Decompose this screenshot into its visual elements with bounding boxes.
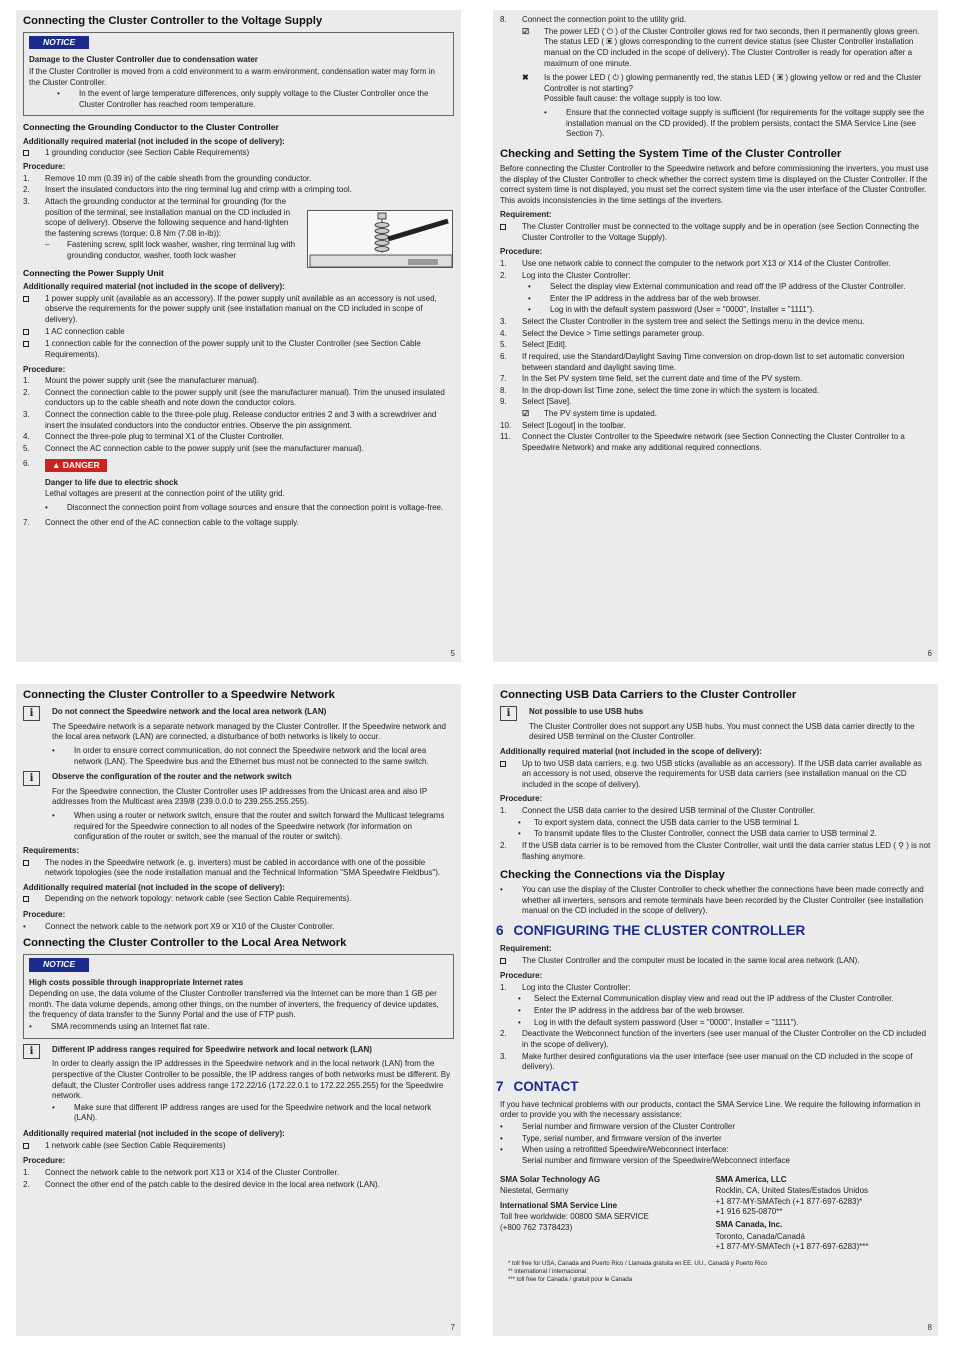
disp-bullet: You can use the display of the Cluster Controller to check whether the connections have been made correctly and whether all inverters, sensors and remote terminals have been recorded by the Cluster Controller (see installation manual on the CD included in the scope of delivery). bbox=[522, 885, 924, 916]
ok-text: The power LED ( ⏻ ) of the Cluster Controller glows red for two seconds, then it permanently glows green. The status LED ( ▣ ) glows corresponding to the current device status (see Cluster Controller installation manual on the CD included in the scope of delivery). The Cluster Controller is ready for operation after a maximum of one minute. bbox=[544, 26, 920, 68]
step: Make further desired configurations via the user interface (see user manual on the CD included in the scope of delivery). bbox=[522, 1051, 913, 1072]
step: Connect the connection cable to the power supply unit (see the manufacturer manual). Trim the unused insulated conductors up to the cable sheath and note down the conductor colors. bbox=[45, 387, 445, 408]
info-bullet: When using a router or network switch, ensure that the router and switch forward the Multicast telegrams required for the Speedwire connection to all nodes of the Speedwire network (for information on configuration of the router or switch, see the manual of the router or switch). bbox=[74, 811, 445, 842]
page-number: 5 bbox=[450, 649, 455, 659]
power-title: Connecting the Power Supply Unit bbox=[23, 267, 164, 278]
notice-title: High costs possible through inappropriate Internet rates bbox=[29, 977, 244, 987]
danger-title: Danger to life due to electric shock bbox=[45, 477, 178, 487]
info-title: Different IP address ranges required for Speedwire network and local network (LAN) bbox=[52, 1044, 372, 1054]
step: Connect the connection cable to the three-pole plug. Release conductor entries 2 and 3 with a screwdriver and insert the insulated conductors into the conductor entries. Observe the pin assignment. bbox=[45, 410, 437, 430]
proc-label: Procedure: bbox=[23, 162, 66, 172]
notice-label: NOTICE bbox=[29, 958, 89, 971]
time-intro: Before connecting the Cluster Controller to the Speedwire network and before commissioning the inverters, you must use the display of the Cluster Controller to check whether the correct system time is displayed on the Cluster Controller. If the correct system time is not displayed, you must set the correct system time via the user interface of the Cluster Controller. This avoids inconsistencies in the time settings of the inverters. bbox=[500, 163, 929, 205]
proc-label: Procedure: bbox=[500, 794, 543, 804]
sub-step: Enter the IP address in the address bar of the web browser. bbox=[534, 1006, 745, 1016]
notice-title: Damage to the Cluster Controller due to condensation water bbox=[29, 55, 258, 65]
notice-box bbox=[23, 32, 454, 116]
page-7: Connecting the Cluster Controller to a Speedwire Network i Do not connect the Speedwire network and the local area network (LAN) The Speedwire network is a separate network managed by the Cluster Controller. If the Speedwire network and the local area network (LAN) are connected, a disturbance of both networks is likely to occur. • In order to ensure correct communication, do not connect the Speedwire network and the local area network (LAN). The Speedwire bus and the Ethernet bus must not be connected to the same switch. i Observe the configuration of the router and the network switch For the Speedwire connection, the Cluster Controller uses IP addresses from the Unicast area and also IP addresses from the Multicast area 239/8 (239.0.0.0 to 239.255.255.255). • When using a router or network switch, ensure that the router and switch forward the Multicast telegrams required for the Speedwire connection to all nodes of the Speedwire network (for information on configuration of the router or switch, see the manual of the router or switch). Requirements: The nodes in the Speedwire network (e. g. inverters) must be cabled in accordance with one of the possible network topologies (see the node installation manual and the Technical Information "SMA Speedwire Fieldbus"). Additionally required material (not included in the scope of delivery): Depending on the network topology: network cable (see Section Cable Requirements). Procedure: • Connect the network cable to the network port X9 or X10 of the Cluster Controller. Connecting the Cluster Controller to the Local Area Network NOTICE High costs possible through inappropriate Internet rates Depending on use, the data volume of the Cluster Controller transferred via the Internet can be more than 1 GB per month. The data volume depends, among other things, on the number of inverters, the frequency of device updates, the frequency of data transfer to the Sunny Portal and the use of FTP push. • SMA recommends using an Internet flat rate. i Different IP address ranges required for Speedwire network and local network (LAN) In order to clearly assign the IP addresses in the Speedwire network and in the local network (LAN) from the perspective of the Cluster Controller to be possible, the IP address ranges of both networks must be different. By default, the Cluster Controller uses address range 172.22/16 (172.22.0.1 to 172.22.255.255) for the Speedwire network. • Make sure that different IP address ranges are used for the Speedwire network and the local network (LAN). Additionally required material (not included in the scope of delivery): 1 network cable (see Section Cable Requirements) Procedure: 1. Connect the network cable to the network port X13 or X14 of the Cluster Controller. 2. Connect the other end of the patch cable to the desired device in the local area network (LAN). 7 bbox=[16, 684, 461, 1336]
proc-label: Procedure: bbox=[500, 247, 543, 257]
step: In the Set PV system time field, set the current date and time of the PV system. bbox=[522, 374, 803, 384]
add-label: Additionally required material (not included in the scope of delivery): bbox=[23, 1129, 285, 1139]
notice-box: NOTICE High costs possible through inappropriate Internet rates Depending on use, the data volume of the Cluster Controller transferred via the Internet can be more than 1 GB per month. The data volume depends, among other things, on the number of inverters, the frequency of device updates, the frequency of data transfer to the Sunny Portal and the use of FTP push. • SMA recommends using an Internet flat rate. bbox=[23, 954, 454, 1038]
checkbox-icon bbox=[23, 150, 29, 156]
contact-item: Serial number and firmware version of the Cluster Controller bbox=[522, 1122, 735, 1132]
step: Mount the power supply unit (see the manufacturer manual). bbox=[45, 376, 259, 386]
req-label: Requirement: bbox=[500, 210, 552, 220]
step: Connect the other end of the patch cable to the desired device in the local area network (LAN). bbox=[45, 1179, 380, 1189]
step: Remove 10 mm (0.39 in) of the cable sheath from the grounding conductor. bbox=[45, 173, 312, 183]
step: Log into the Cluster Controller: bbox=[522, 982, 631, 992]
page-6: 8. Connect the connection point to the utility grid. ☑ The power LED ( ⏻ ) of the Cluster Controller glows red for two seconds, then it permanently glows green. The status LED ( ▣ ) glows corresponding to the current device status (see Cluster Controller installation manual on the CD included in the scope of delivery). The Cluster Controller is ready for operation after a maximum of one minute. ✖ Is the power LED ( ⏻ ) glowing permanently red, the status LED ( ▣ ) glowing yellow or red and the Cluster Controller is not starting? Possible fault cause: the voltage supply is too low. • Ensure that the connected voltage supply is sufficient (for requirements for the voltage supply see the installation manual on the CD provided). If the problem persists, contact the SMA Service Line (see Section 7). Checking and Setting the System Time of the Cluster Controller Before connecting the Cluster Controller to the Speedwire network and before commissioning the inverters, you must use the display of the Cluster Controller to check whether the correct system time is displayed on the Cluster Controller. If the correct system time is not displayed, you must set the correct system time via the user interface of the Cluster Controller. This avoids inconsistencies in the time settings of the inverters. Requirement: The Cluster Controller must be connected to the voltage supply and be in operation (see Section Connecting the Cluster Controller to the Voltage Supply). Procedure: 1. Use one network cable to connect the computer to the network port X13 or X14 of the Cluster Controller. 2. Log into the Cluster Controller: • Select the display view External communication and read off the IP address of the Cluster Controller. • Enter the IP address in the address bar of the web browser. • Log in with the default system password (User = "0000", Installer = "1111"). 3. Select the Cluster Controller in the system tree and select the Settings menu in the device menu. 4. Select the Device > Time settings parameter group. 5. Select [Edit]. 6. If required, use the Standard/Daylight Saving Time conversion on drop-down list to set automatic conversion between standard and daylight saving time. 7. In the Set PV system time field, set the current date and time of the PV system. 8. In the drop-down list Time zone, select the time zone in which the system is located. 9. Select [Save]. ☑ The PV system time is updated. 10. Select [Logout] in the toolbar. 11. Connect the Cluster Controller to the Speedwire network (see Section Connecting the Cluster Controller to a Speedwire Network) and make any additional required connections. 6 bbox=[493, 10, 938, 662]
check-icon: ☑ bbox=[522, 26, 530, 36]
grounding-figure bbox=[307, 210, 453, 268]
disp-title: Checking the Connections via the Display bbox=[500, 869, 725, 882]
step: Connect the connection point to the utility grid. bbox=[522, 15, 687, 24]
bullet-icon: • bbox=[57, 89, 60, 99]
grounding-illustration bbox=[308, 211, 454, 269]
info-text: The Speedwire network is a separate network managed by the Cluster Controller. If the Speedwire network and the local area network (LAN) are connected, a disturbance of both networks is likely to occur. bbox=[52, 721, 446, 742]
contact-left: SMA Solar Technology AG Niestetal, Germany International SMA Service Line Toll free worldwide: 00800 SMA SERVICE (+800 762 7378423) bbox=[500, 1174, 649, 1233]
step: If required, use the Standard/Daylight Saving Time conversion on drop-down list to set automatic conversion between standard and daylight saving time. bbox=[522, 351, 905, 372]
req-label: Additionally required material (not included in the scope of delivery): bbox=[23, 282, 285, 292]
step: Connect the network cable to the network port X9 or X10 of the Cluster Controller. bbox=[45, 921, 335, 931]
ok-text: The PV system time is updated. bbox=[544, 409, 657, 419]
step: Connect the network cable to the network port X13 or X14 of the Cluster Controller. bbox=[45, 1167, 339, 1177]
notice-text: If the Cluster Controller is moved from a cold environment to a warm environment, condensation water may form in the Cluster Controller. bbox=[29, 66, 435, 87]
notice-text: Depending on use, the data volume of the Cluster Controller transferred via the Internet can be more than 1 GB per month. The data volume depends, among other things, on the number of inverters, the frequency of device updates, the frequency of data transfer to the Sunny Portal and the use of FTP push. bbox=[29, 989, 439, 1020]
step: Use one network cable to connect the computer to the network port X13 or X14 of the Cluster Controller. bbox=[522, 258, 891, 268]
info-icon: i bbox=[23, 771, 40, 786]
info-icon: i bbox=[500, 706, 517, 721]
page-number: 7 bbox=[450, 1323, 455, 1333]
step: Select [Edit]. bbox=[522, 340, 567, 350]
contact-item: Type, serial number, and firmware version of the inverter bbox=[522, 1133, 722, 1143]
req-item: The Cluster Controller must be connected to the voltage supply and be in operation (see Section Connecting the Cluster Controller to the Voltage Supply). bbox=[522, 222, 920, 242]
info-title: Do not connect the Speedwire network and the local area network (LAN) bbox=[52, 707, 327, 717]
req-label: Requirements: bbox=[23, 845, 80, 855]
contact-intro: If you have technical problems with our products, contact the SMA Service Line. We require the following information in order to provide you with the necessary assistance: bbox=[500, 1099, 921, 1120]
req-item: The Cluster Controller and the computer must be located in the same local area network (LAN). bbox=[522, 955, 860, 965]
checkbox-icon bbox=[23, 1143, 29, 1149]
sub-step: Select the display view External communication and read off the IP address of the Cluster Controller. bbox=[550, 282, 906, 292]
info-icon: i bbox=[23, 706, 40, 721]
step: Select [Save]. bbox=[522, 397, 572, 407]
info-text: The Cluster Controller does not support any USB hubs. You must connect the USB data carrier directly to the desired USB terminal on the Cluster Controller. bbox=[529, 721, 915, 742]
err-bullet: Ensure that the connected voltage supply is sufficient (for requirements for the voltage supply see the installation manual on the CD provided). If the problem persists, contact the SMA Service Line (see Section 7). bbox=[566, 108, 925, 139]
usb-title: Connecting USB Data Carriers to the Cluster Controller bbox=[500, 689, 797, 701]
proc-label: Procedure: bbox=[23, 1156, 66, 1166]
add-label: Additionally required material (not included in the scope of delivery): bbox=[23, 882, 285, 892]
add-label: Additionally required material (not included in the scope of delivery): bbox=[500, 746, 762, 756]
step: Connect the AC connection cable to the power supply unit (see the manufacturer manual). bbox=[45, 443, 364, 453]
dash-item: Fastening screw, split lock washer, washer, ring terminal lug with grounding conductor, washer, tooth lock washer bbox=[67, 240, 296, 261]
proc-label: Procedure: bbox=[500, 971, 543, 981]
err-cause: Possible fault cause: the voltage supply is too low. bbox=[544, 94, 722, 104]
step: Connect the Cluster Controller to the Speedwire network (see Section Connecting the Cluster Controller to a Speedwire Network) and make any additional required connections. bbox=[522, 432, 905, 452]
req-item: 1 network cable (see Section Cable Requirements) bbox=[45, 1140, 226, 1150]
page-number: 8 bbox=[927, 1323, 932, 1333]
step: Select the Cluster Controller in the system tree and select the Settings menu in the device menu. bbox=[522, 317, 865, 327]
checkbox-icon bbox=[500, 761, 506, 767]
checkbox-icon bbox=[23, 896, 29, 902]
cross-icon: ✖ bbox=[522, 73, 529, 83]
sub-step: Log in with the default system password (User = "0000", Installer = "1111"). bbox=[550, 305, 815, 315]
proc-label: Procedure: bbox=[23, 910, 66, 920]
step: Connect the other end of the AC connection cable to the voltage supply. bbox=[45, 517, 299, 527]
ground-title: Connecting the Grounding Conductor to the Cluster Controller bbox=[23, 122, 279, 133]
info-title: Not possible to use USB hubs bbox=[529, 707, 644, 717]
sub-step: To export system data, connect the USB data carrier to the USB terminal 1. bbox=[534, 817, 800, 827]
req-label: Additionally required material (not included in the scope of delivery): bbox=[23, 136, 285, 146]
checkbox-icon bbox=[23, 296, 29, 302]
sub-step: Enter the IP address in the address bar of the web browser. bbox=[550, 293, 761, 303]
step: Attach the grounding conductor at the terminal for grounding (for the position of the terminal, see installation manual on the CD included in scope of delivery). Observe the following sequence and hand-tighten the fastening screws (torque: 0.8 Nm (7.08 in-lb)): bbox=[45, 196, 291, 238]
checkbox-icon bbox=[500, 958, 506, 964]
req-item: 1 power supply unit (available as an accessory). If the power supply unit available as an accessory is not used, observe the requirements for the power supply unit (see installation manual on the CD included in scope of delivery). bbox=[45, 293, 437, 325]
footnote: ** international / internacional bbox=[508, 1268, 587, 1275]
sub-step: Log in with the default system password (User = "0000", Installer = "1111"). bbox=[534, 1017, 799, 1027]
info-title: Observe the configuration of the router and the network switch bbox=[52, 772, 292, 782]
step: Select the Device > Time settings parameter group. bbox=[522, 328, 705, 338]
section-title: Connecting the Cluster Controller to a Speedwire Network bbox=[23, 689, 335, 701]
contact-sub: Serial number and firmware version of the Speedwire/Webconnect interface bbox=[522, 1155, 790, 1165]
step: Insert the insulated conductors into the ring terminal lug and crimp with a crimping tool. bbox=[45, 185, 352, 195]
sub-step: Select the External Communication display view and read out the IP address of the Cluster Controller. bbox=[534, 994, 894, 1004]
req-label: Requirement: bbox=[500, 943, 552, 953]
step: Connect the USB data carrier to the desired USB terminal of the Cluster Controller. bbox=[522, 806, 816, 816]
danger-bullet: Disconnect the connection point from voltage sources and ensure that the connection point is voltage-free. bbox=[67, 503, 444, 513]
section-7-heading: 7 CONTACT bbox=[496, 1078, 579, 1094]
footnote: *** toll free for Canada / gratuit pour le Canada bbox=[508, 1276, 633, 1283]
section-title: Connecting the Cluster Controller to the Voltage Supply bbox=[23, 15, 323, 27]
req-item: 1 grounding conductor (see Section Cable Requirements) bbox=[45, 148, 250, 158]
checkbox-icon bbox=[23, 860, 29, 866]
info-text: For the Speedwire connection, the Cluster Controller uses IP addresses from the Unicast area and also IP addresses from the Multicast area 239/8 (239.0.0.0 to 239.255.255.255). bbox=[52, 786, 428, 807]
contact-right: SMA America, LLC Rocklin, CA, United States/Estados Unidos +1 877-MY-SMATech (+1 877-697-6283)* +1 916 625-0870** SMA Canada, Inc. Toronto, Canada/Canadá +1 877-MY-SMATech (+1 877-697-6283)*** bbox=[715, 1174, 869, 1252]
step: Select [Logout] in the toolbar. bbox=[522, 420, 626, 430]
req-item: Up to two USB data carriers, e.g. two USB sticks (available as an accessory). If the USB data carrier available as an accessory is not used, observe the requirements for USB data carriers (see installation manual on the CD included in the scope of delivery). bbox=[522, 758, 922, 789]
info-bullet: Make sure that different IP address ranges are used for the Speedwire network and the local network (LAN). bbox=[74, 1102, 432, 1123]
req-item: The nodes in the Speedwire network (e. g. inverters) must be cabled in accordance with one of the possible network topologies (see the node installation manual and the Technical Information "SMA Speedwire Fieldbus"). bbox=[45, 857, 441, 878]
info-icon: i bbox=[23, 1044, 40, 1059]
req-item: 1 AC connection cable bbox=[45, 326, 125, 336]
danger-label: ▲ DANGER bbox=[45, 459, 107, 472]
notice-bullet: In the event of large temperature differences, only supply voltage to the Cluster Controller once the Cluster Controller has reached room temperature. bbox=[79, 89, 429, 109]
proc-label: Procedure: bbox=[23, 364, 66, 374]
danger-text: Lethal voltages are present at the connection point of the utility grid. bbox=[45, 489, 285, 499]
step: Deactivate the Webconnect function of the inverters (see user manual of the Cluster Controller on the CD included in the scope of delivery). bbox=[522, 1029, 927, 1049]
contact-item: When using a retrofitted Speedwire/Webconnect interface: bbox=[522, 1145, 729, 1155]
section-6-heading: 6 CONFIGURING THE CLUSTER CONTROLLER bbox=[496, 923, 806, 939]
err-text: Is the power LED ( ⏻ ) glowing permanently red, the status LED ( ▣ ) glowing yellow or red and the Cluster Controller is not starting? bbox=[544, 73, 922, 93]
info-bullet: In order to ensure correct communication, do not connect the Speedwire network and the local area network (LAN). The Speedwire bus and the Ethernet bus must not be connected to the same switch. bbox=[74, 745, 429, 766]
sub-step: To transmit update files to the Cluster Controller, connect the USB data carrier to USB terminal 2. bbox=[534, 829, 877, 839]
step: In the drop-down list Time zone, select the time zone in which the system is located. bbox=[522, 385, 820, 395]
notice-bullet: SMA recommends using an Internet flat rate. bbox=[51, 1022, 210, 1032]
notice-label: NOTICE bbox=[29, 36, 89, 49]
time-title: Checking and Setting the System Time of the Cluster Controller bbox=[500, 147, 842, 160]
req-item: Depending on the network topology: network cable (see Section Cable Requirements). bbox=[45, 894, 352, 904]
step: If the USB data carrier is to be removed from the Cluster Controller, wait until the data carrier status LED ( ⚲ ) is not flashing anymore. bbox=[522, 840, 931, 861]
step: Log into the Cluster Controller: bbox=[522, 270, 631, 280]
lan-title: Connecting the Cluster Controller to the Local Area Network bbox=[23, 937, 347, 950]
check-icon: ☑ bbox=[522, 409, 530, 419]
info-text: In order to clearly assign the IP addresses in the Speedwire network and in the local network (LAN) from the perspective of the Cluster Controller to be possible, the IP address ranges of both networks must be different. By default, the Cluster Controller uses address range 172.22/16 (172.22.0.1 to 172.22.255.255) for the Speedwire network. bbox=[52, 1059, 451, 1101]
page-number: 6 bbox=[927, 649, 932, 659]
checkbox-icon bbox=[23, 341, 29, 347]
footnote: * toll free for USA, Canada and Puerto Rico / Llamada gratuita en EE. UU., Canadá y Puerto Rico bbox=[508, 1260, 767, 1267]
footnotes bbox=[500, 1261, 931, 1284]
page-8: Connecting USB Data Carriers to the Cluster Controller i Not possible to use USB hubs The Cluster Controller does not support any USB hubs. You must connect the USB data carrier directly to the desired USB terminal on the Cluster Controller. Additionally required material (not included in the scope of delivery): Up to two USB data carriers, e.g. two USB sticks (available as an accessory). If the USB data carrier available as an accessory is not used, observe the requirements for USB data carriers (see installation manual on the CD included in the scope of delivery). Procedure: 1. Connect the USB data carrier to the desired USB terminal of the Cluster Controller. • To export system data, connect the USB data carrier to the USB terminal 1. • To transmit update files to the Cluster Controller, connect the USB data carrier to USB terminal 2. 2. If the USB data carrier is to be removed from the Cluster Controller, wait until the data carrier status LED ( ⚲ ) is not flashing anymore. Checking the Connections via the Display • You can use the display of the Cluster Controller to check whether the connections have been made correctly and whether all inverters, sensors and remote terminals have been recorded by the Cluster Controller (see installation manual on the CD included in the scope of delivery). 6 CONFIGURING THE CLUSTER CONTROLLER Requirement: The Cluster Controller and the computer must be located in the same local area network (LAN). Procedure: 1. Log into the Cluster Controller: • Select the External Communication display view and read out the IP address of the Cluster Controller. • Enter the IP address in the address bar of the web browser. • Log in with the default system password (User = "0000", Installer = "1111"). 2. Deactivate the Webconnect function of the inverters (see user manual of the Cluster Controller on the CD included in the scope of delivery). 3. Make further desired configurations via the user interface (see user manual on the CD included in the scope of delivery). 7 CONTACT If you have technical problems with our products, contact the SMA Service Line. We require the following information in order to provide you with the necessary assistance: • Serial number and firmware version of the Cluster Controller • Type, serial number, and firmware version of the inverter • When using a retrofitted Speedwire/Webconnect interface: Serial number and firmware version of the Speedwire/Webconnect interface SMA Solar Technology AG Niestetal, Germany International SMA Service Line Toll free worldwide: 00800 SMA SERVICE (+800 762 7378423) SMA America, LLC Rocklin, CA, United States/Estados Unidos +1 877-MY-SMATech (+1 877-697-6283)* +1 916 625-0870** SMA Canada, Inc. Toronto, Canada/Canadá +1 877-MY-SMATech (+1 877-697-6283)*** * toll free for USA, Canada and Puerto Rico / Llamada gratuita en EE. UU., Canadá y Puerto Rico ** international / internacional *** toll free for Canada / gratuit pour le Canada 8 bbox=[493, 684, 938, 1336]
req-item: 1 connection cable for the connection of the power supply unit to the Cluster Controller (see Section Cable Requirements). bbox=[45, 339, 421, 359]
checkbox-icon bbox=[23, 329, 29, 335]
checkbox-icon bbox=[500, 224, 506, 230]
step: Connect the three-pole plug to terminal X1 of the Cluster Controller. bbox=[45, 432, 284, 442]
page-5: Connecting the Cluster Controller to the Voltage Supply NOTICE Damage to the Cluster Controller due to condensation water If the Cluster Controller is moved from a cold environment to a warm environment, condensation water may form in the Cluster Controller. • In the event of large temperature differences, only supply voltage to the Cluster Controller once the Cluster Controller has reached room temperature. Connecting the Grounding Conductor to the Cluster Controller Additionally required material (not included in the scope of delivery): 1 grounding conductor (see Section Cable Requirements) Procedure: 1. Remove 10 mm (0.39 in) of the cable sheath from the grounding conductor. 2. Insert the insulated conductors into the ring terminal lug and crimp with a crimping tool. 3. Attach the grounding conductor at the terminal for grounding (for the position of the terminal, see installation manual on the CD included in scope of delivery). Observe the following sequence and hand-tighten the fastening screws (torque: 0.8 Nm (7.08 in-lb)): – Fastening screw, split lock washer, washer, ring terminal lug with grounding conductor, washer, tooth lock washer Connecting the Power Supply Unit Additionally required material (not included in the scope of delivery): 1 power supply unit (available as an accessory). If the power supply unit available as an accessory is not used, observe the requirements for the power supply unit (see installation manual on the CD included in scope of delivery). 1 AC connection cable 1 connection cable for the connection of the power supply unit to the Cluster Controller (see Section Cable Requirements). Procedure: 1. Mount the power supply unit (see the manufacturer manual). 2. Connect the connection cable to the power supply unit (see the manufacturer manual). Trim the unused insulated conductors up to the cable sheath and note down the conductor colors. 3. Connect the connection cable to the three-pole plug. Release conductor entries 2 and 3 with a screwdriver and insert the insulated conductors into the conductor entries. Observe the pin assignment. 4. Connect the three-pole plug to terminal X1 of the Cluster Controller. 5. Connect the AC connection cable to the power supply unit (see the manufacturer manual). 6. ▲ DANGER Danger to life due to electric shock Lethal voltages are present at the connection point of the utility grid. • Disconnect the connection point from voltage sources and ensure that the connection point is voltage-free. 7. Connect the other end of the AC connection cable to the voltage supply. 5 bbox=[16, 10, 461, 662]
